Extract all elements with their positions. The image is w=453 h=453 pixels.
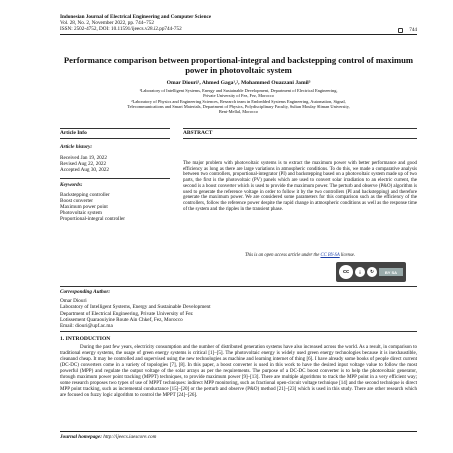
intro-heading: 1. INTRODUCTION	[60, 336, 111, 342]
attribution-icon: i	[355, 267, 365, 277]
affiliations	[72, 88, 405, 114]
divider	[60, 331, 417, 332]
header-right	[398, 27, 417, 33]
affiliation-line: Private University of Fez, Fez, Morocco	[203, 93, 274, 99]
paper-title: Performance comparison between proportional-integral and backstepping control of maximum power in photovoltaic system	[63, 55, 414, 75]
corresponding-label: Corresponding Author:	[60, 289, 111, 295]
keywords-label: Keywords:	[60, 182, 83, 188]
license-link[interactable]: CC BY-SA	[320, 253, 340, 258]
history-label: Article history:	[60, 144, 93, 150]
history-item: Received Jan 19, 2022	[60, 155, 107, 161]
license-prefix: This is an open access article under the	[244, 253, 321, 258]
keyword-item: Boost converter	[60, 198, 93, 205]
cc-badge-label: BY SA	[379, 268, 403, 276]
abstract-heading: ABSTRACT	[183, 130, 213, 136]
keyword-item: Proportional-integral controller	[60, 216, 125, 223]
page-number: 744	[409, 27, 417, 33]
header-rule	[60, 34, 417, 35]
article-info-heading: Article Info	[60, 130, 87, 136]
divider	[60, 138, 170, 139]
cc-license-badge[interactable]	[336, 262, 406, 282]
journal-header	[60, 14, 211, 33]
corresponding-line: Lotissement Quaraouiyine Route Ain Chkef, Fez, Morocco	[60, 316, 183, 323]
cc-logo-icon: cc	[339, 265, 353, 279]
keyword-item: Backstepping controller	[60, 192, 110, 198]
license-line	[183, 253, 417, 258]
corresponding-line: Laboratory of Intelligent Systems, Energy and Sustainable Development	[60, 304, 211, 311]
issn-line: ISSN: 2502-4752, DOI: 10.11591/ijeecs.v28.i2.pp744-752	[60, 26, 182, 33]
corresponding-line: Omar Diouri	[60, 298, 87, 304]
affiliation-line: ¹Laboratory of Intelligent Systems, Energy and Sustainable Development, Department of Electrical Engineering,	[139, 88, 338, 93]
homepage-label: Journal homepage:	[60, 434, 102, 440]
divider	[183, 128, 417, 129]
volume-line: Vol. 28, No. 2, November 2022, pp. 744~752	[60, 20, 154, 27]
history-item: Revised Aug 22, 2022	[60, 161, 107, 168]
affiliation-line: Telecommunications and Smart Materials, Department of Physics, Polydisciplinary Faculty, Sultan Moulay Sliman University,	[127, 103, 350, 109]
corresponding-line: Department of Electrical Engineering, Private University of Fez	[60, 310, 193, 317]
divider	[183, 138, 417, 139]
affiliation-line: ²Laboratory of Physics and Engineering Sciences, Research team in Embedded Systems Engineering, Automation, Signal,	[131, 98, 346, 104]
divider	[60, 128, 170, 129]
affiliation-line: Beni-Mellal, Morocco	[218, 109, 259, 115]
homepage-url[interactable]: http://ijeecs.iaescore.com	[103, 434, 157, 440]
journal-footer	[60, 434, 156, 440]
license-suffix: license.	[339, 253, 356, 258]
keyword-item: Photovoltaic system	[60, 210, 102, 217]
corresponding-email[interactable]: Email: diouri@upf.ac.ma	[60, 323, 113, 330]
footer-rule	[60, 431, 417, 432]
corresponding-details	[60, 298, 417, 329]
abstract-text: The major problem with photovoltaic systems is to extract the maximum power with better performance and good efficiency as long as there are large variations in atmospheric conditions. To do this, we made a comparative analysis between two controllers, proportional-integrator (PI) and backstepping based on a photovoltaic system made up of two parts, the first is the photovoltaic (PV) panels which are used to convert solar irradiation to an electric current, the second is a boost converter which is used to provide the maximum power. The perturb and observe (P&O) algorithm is used to generate the reference voltage in order to follow it by the two controllers (PI and backstepping) and therefore generate the maximum power. We are considered some parameters for this comparison such as the efficiency of the controllers, follow the reference power despite the rapid change in atmospheric conditions as well as the response time of the system and the ripples in the transient phase.	[183, 161, 417, 212]
divider	[60, 178, 170, 179]
divider	[60, 286, 417, 287]
journal-name: Indonesian Journal of Electrical Engineering and Computer Science	[60, 14, 212, 20]
keywords-list	[60, 192, 168, 222]
share-alike-icon: ↻	[367, 267, 377, 277]
intro-paragraph: During the past few years, electricity consumption and the number of distributed generation systems have also increased across the world. As a result, in comparison to traditional energy systems, the usage of green energy systems is critical [1]–[5]. The photovoltaic energy is widely used green energy technologies because it is inexhaustible, cleanand cheap. It may be controlled and supervised using the new technologies as machine and learning internet of thing [6]. I have already some books of people direct current (DC-DC) converters come in a variety of topologies [7], [8]. In this paper, a boost converter is used in this work to have the desired input voltage value to follow the most powerful (MPP) and regulate the output voltage of the solar arrays as per the requirements. The purpose of a DC-DC boost converter is to help the photovoltaic generator, through maximum power point tracking (MPPT) techniques, to provide maximum power [9]–[13]. There are multiple algorithms to track the MPP point in a very efficient way; some research proposes two types of use of MPPT techniques: indirect MPP monitoring, such as fractional open-circuit voltage technique [14] and the second technique is direct MPP point tracking, such as incremental conductance [15]–[20] or the perturb and observe (P&O) method [21]–[23] which is used in this study. There are other research which are focused on fuzzy logic algorithm to control the MPPT [24]–[26].	[60, 345, 417, 398]
history-list	[60, 155, 168, 173]
history-item: Accepted Aug 30, 2022	[60, 167, 109, 174]
keyword-item: Maximum power point	[60, 204, 108, 211]
intro-body	[60, 345, 417, 399]
author-list: Omar Diouri¹, Ahmed Gaga¹,², Mohammed Ouazzani Jamil³	[166, 80, 311, 86]
journal-logo-icon	[398, 28, 403, 33]
